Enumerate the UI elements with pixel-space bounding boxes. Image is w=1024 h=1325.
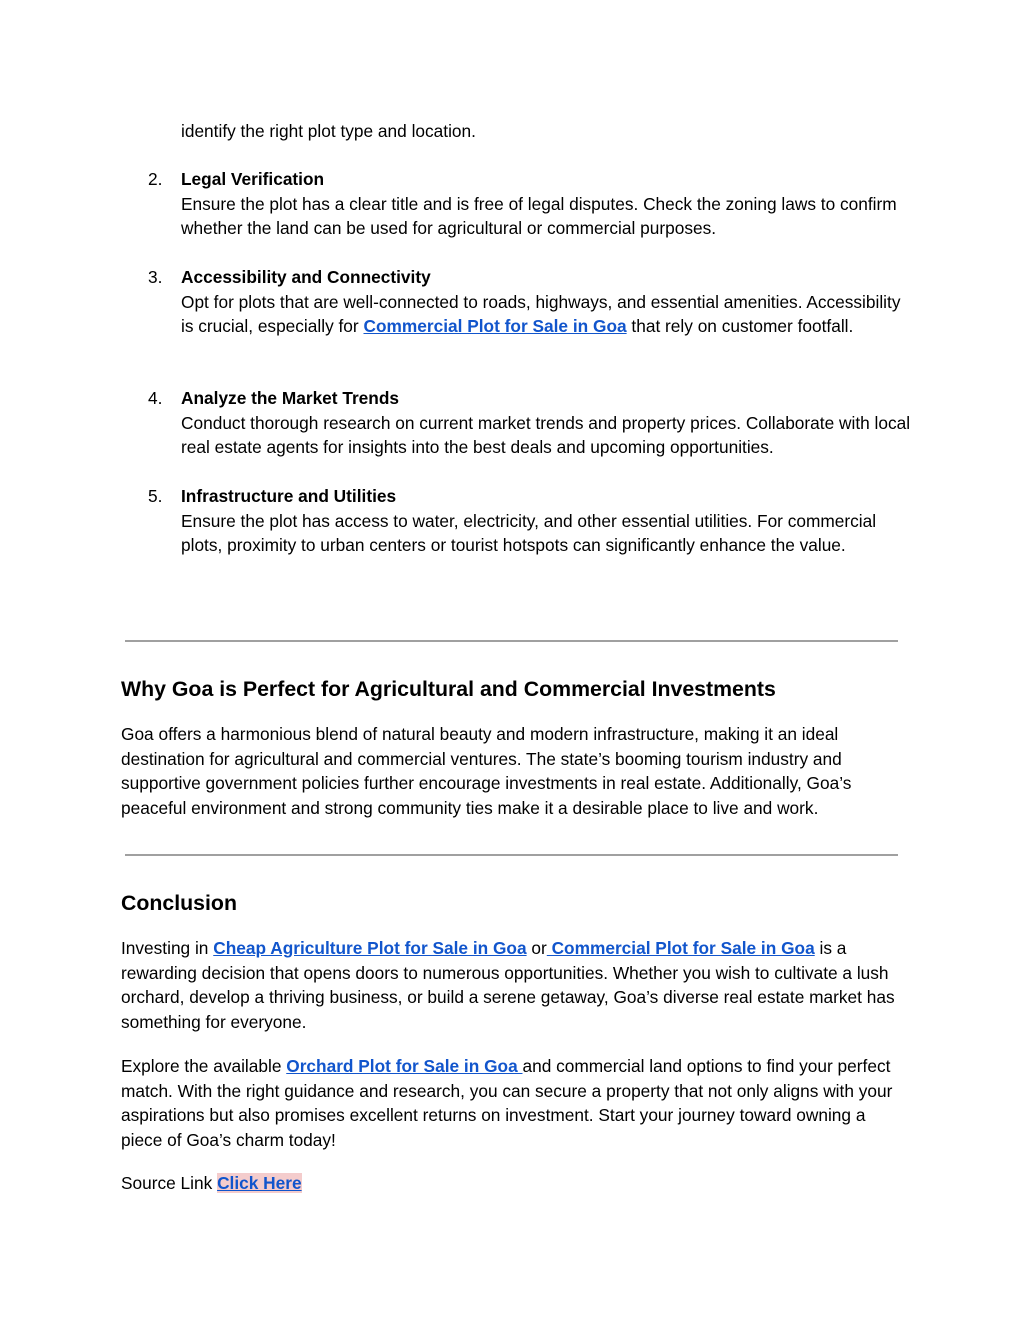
list-item-text: Ensure the plot has access to water, electricity, and other essential utilities. For commercial plots, proximity to urban centers or tourist hotspots can significantly enhance the value. <box>181 510 877 555</box>
list-item-title: Infrastructure and Utilities <box>181 486 397 506</box>
list-item-number: 4. <box>148 388 163 408</box>
list-item-description <box>181 411 911 460</box>
list-item-description <box>181 192 911 241</box>
list-item-text: Conduct thorough research on current market trends and property prices. Collaborate with local real estate agents for insights into the best deals and upcoming opportunities. <box>181 412 911 457</box>
list-item-title: Analyze the Market Trends <box>181 388 400 408</box>
paragraph-text: Investing in <box>121 938 214 958</box>
list-item-content <box>181 484 911 558</box>
list-item-content <box>181 167 911 241</box>
paragraph-text: or <box>526 938 547 958</box>
source-line <box>121 1171 911 1196</box>
conclusion-heading: Conclusion <box>121 891 237 915</box>
orchard-plot-link[interactable]: Orchard Plot for Sale in Goa <box>286 1056 523 1076</box>
list-item-title: Legal Verification <box>181 169 325 189</box>
list-item-text: that rely on customer footfall. <box>626 316 854 336</box>
horizontal-rule <box>125 640 898 642</box>
commercial-plot-link[interactable]: Commercial Plot for Sale in Goa <box>363 316 627 336</box>
list-item-description <box>181 290 911 339</box>
list-item-number: 2. <box>148 169 163 189</box>
conclusion-paragraph-1 <box>121 936 911 1034</box>
list-item-content <box>181 265 911 339</box>
list-item-description <box>181 509 911 558</box>
why-goa-heading: Why Goa is Perfect for Agricultural and Commercial Investments <box>121 677 776 701</box>
conclusion-paragraph-2 <box>121 1054 911 1152</box>
intro-continuation: identify the right plot type and location. <box>181 121 476 141</box>
paragraph-text: is a rewarding decision that opens doors to numerous opportunities. Whether you wish to cultivate a lush orchard, develop a thriving business, or build a serene getaway, Goa’s diverse real estate market has something for everyone. <box>121 938 895 1032</box>
list-item-number: 3. <box>148 267 163 287</box>
source-label: Source Link <box>121 1173 218 1193</box>
list-item-text: Ensure the plot has a clear title and is free of legal disputes. Check the zoning laws to confirm whether the land can be used for agricultural or commercial purposes. <box>181 193 897 238</box>
horizontal-rule <box>125 854 898 856</box>
list-item-text: Opt for plots that are well-connected to roads, highways, and essential amenities. Accessibility is crucial, especially for <box>181 291 901 336</box>
list-item-number: 5. <box>148 486 163 506</box>
list-item-title: Accessibility and Connectivity <box>181 267 431 287</box>
list-item-content <box>181 386 911 460</box>
paragraph-text: and commercial land options to find your perfect match. With the right guidance and research, you can secure a property that not only aligns with your aspirations but also promises excellent returns on investment. Start your journey toward owning a piece of Goa’s charm today! <box>121 1056 893 1150</box>
click-here-link[interactable]: Click Here <box>217 1173 302 1193</box>
cheap-agriculture-plot-link[interactable]: Cheap Agriculture Plot for Sale in Goa <box>213 938 527 958</box>
why-goa-paragraph: Goa offers a harmonious blend of natural beauty and modern infrastructure, making it an ideal destination for agricultural and commercial ventures. The state’s booming tourism industry and supportive government policies further encourage investments in real estate. Additionally, Goa’s peaceful environment and strong community ties make it a desirable place to live and work. <box>121 724 852 818</box>
commercial-plot-link[interactable]: Commercial Plot for Sale in Goa <box>546 938 815 958</box>
paragraph-text: Explore the available <box>121 1056 287 1076</box>
